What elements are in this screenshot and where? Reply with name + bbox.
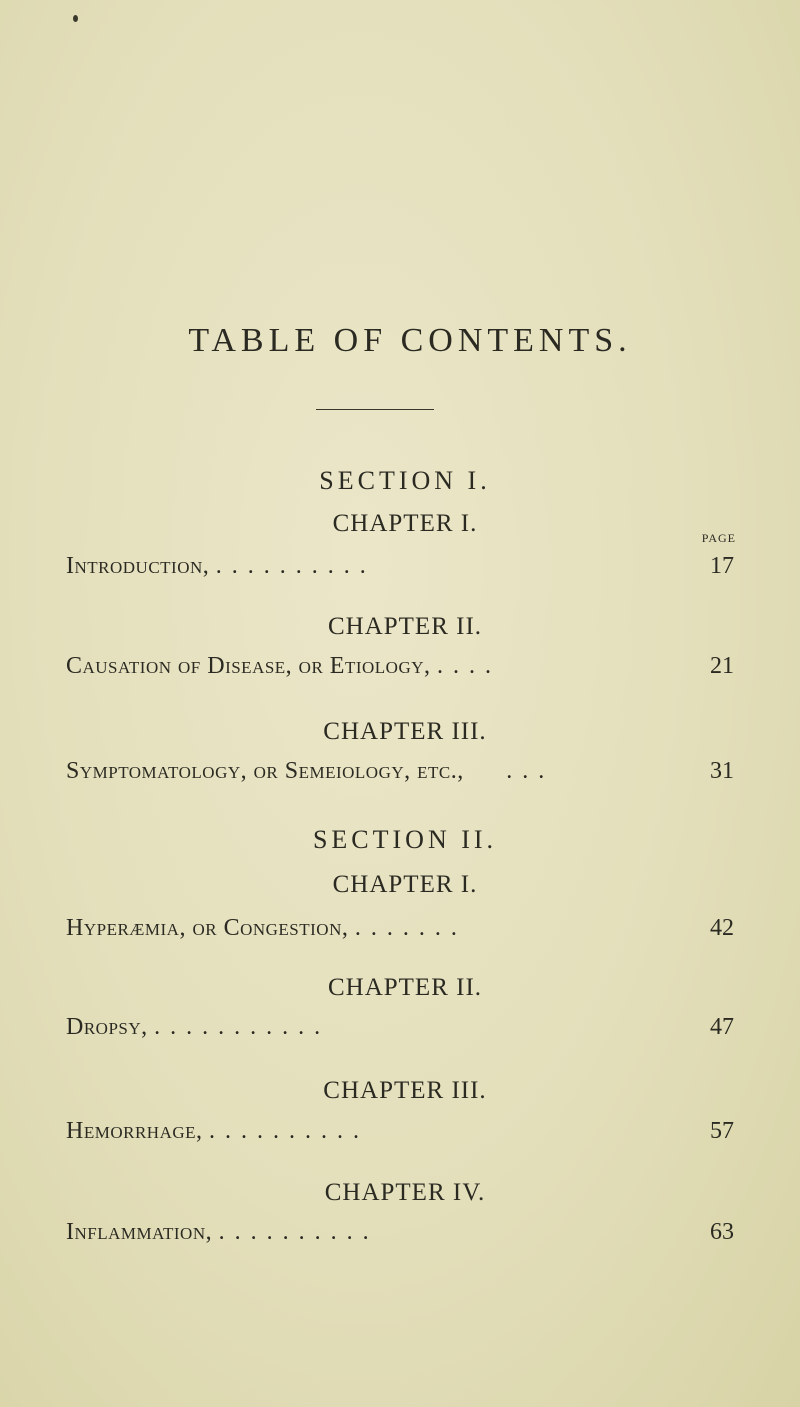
toc-entry: [66, 653, 493, 680]
page-number: 42: [710, 915, 734, 941]
chapter-heading: CHAPTER III.: [323, 718, 487, 745]
toc-entry: [66, 758, 546, 785]
toc-entry: [66, 1118, 361, 1145]
chapter-heading: CHAPTER III.: [323, 1077, 487, 1104]
chapter-heading: CHAPTER II.: [327, 613, 483, 640]
entry-title: Inflammation,: [66, 1219, 213, 1245]
entry-title: Dropsy,: [66, 1014, 148, 1040]
entry-title: Causation of Disease, or Etiology,: [66, 653, 431, 679]
page-column-heading: PAGE: [701, 531, 736, 545]
dot-leader: . . . . . . . . . .: [215, 553, 368, 579]
title-rule: [316, 409, 434, 410]
dot-leader: . . . .: [437, 653, 493, 679]
entry-title: Symptomatology, or Semeiology, etc.,: [66, 758, 464, 784]
entry-title: Hyperæmia, or Congestion,: [66, 915, 349, 941]
ink-speck: [73, 15, 78, 22]
page-number: 31: [710, 758, 734, 784]
dot-leader: . . . . . . . . . . .: [154, 1014, 323, 1040]
chapter-heading: CHAPTER I.: [332, 510, 478, 537]
dot-leader: . . . . . . .: [354, 915, 459, 941]
page-number: 63: [710, 1219, 734, 1245]
section-heading: SECTION I.: [319, 466, 491, 495]
toc-entry: [66, 1014, 322, 1041]
toc-entry: [66, 915, 459, 942]
chapter-heading: CHAPTER IV.: [324, 1179, 486, 1206]
entry-title: Hemorrhage,: [66, 1118, 203, 1144]
page-number: 47: [710, 1014, 734, 1040]
toc-entry: [66, 553, 368, 580]
section-heading: SECTION II.: [312, 825, 498, 854]
page-number: 21: [710, 653, 734, 679]
dot-leader: . . . . . . . . . .: [218, 1219, 371, 1245]
entry-title: Introduction,: [66, 553, 210, 579]
page-number: 57: [710, 1118, 734, 1144]
dot-leader: . . . . . . . . . .: [209, 1118, 362, 1144]
chapter-heading: CHAPTER I.: [332, 871, 478, 898]
chapter-heading: CHAPTER II.: [327, 974, 483, 1001]
dot-leader: . . .: [506, 758, 547, 784]
page-title: TABLE OF CONTENTS.: [188, 322, 632, 359]
toc-entry: [66, 1219, 371, 1246]
page-number: 17: [710, 553, 734, 579]
